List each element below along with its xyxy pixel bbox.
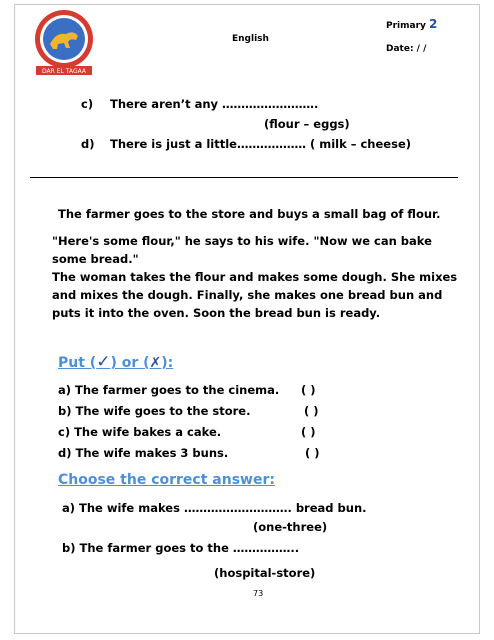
story-intro: The farmer goes to the store and buys a small bag of flour.	[58, 207, 441, 221]
item-c-letter: c)	[81, 97, 94, 111]
choose-section-title: Choose the correct answer:	[58, 472, 275, 488]
put-item-brackets: ( )	[305, 446, 320, 460]
put-section-title	[58, 352, 173, 372]
date-label: Date: / /	[386, 44, 427, 54]
item-d-text: There is just a little……………… ( milk – cheese)	[110, 137, 411, 151]
cross-icon: ✗	[149, 355, 162, 371]
put-item-text: c) The wife bakes a cake.	[58, 425, 222, 439]
put-title-start: Put (	[58, 355, 97, 371]
divider-line	[30, 177, 458, 178]
choose-item-a-options: (one-three)	[253, 520, 328, 534]
subject-title: English	[232, 34, 269, 44]
put-item-brackets: ( )	[304, 404, 319, 418]
svg-text:DAR EL TAGAA: DAR EL TAGAA	[42, 68, 86, 75]
put-item-text: d) The wife makes 3 buns.	[58, 446, 229, 460]
choose-item-a-text: a) The wife makes ………………………. bread bun.	[62, 501, 367, 515]
item-c-options: (flour – eggs)	[264, 117, 350, 131]
page-number: 73	[253, 589, 264, 598]
put-item-brackets: ( )	[301, 425, 316, 439]
check-icon: ✓	[96, 352, 111, 372]
choose-item-b-options: (hospital-store)	[214, 566, 316, 580]
school-logo	[30, 8, 98, 76]
choose-item-b-text: b) The farmer goes to the ……………..	[62, 541, 300, 555]
item-c-text: There aren’t any …………………….	[110, 97, 319, 111]
put-item-text: b) The wife goes to the store.	[58, 404, 251, 418]
put-title-mid: ) or (	[110, 355, 150, 371]
primary-label: Primary	[386, 21, 426, 31]
story-paragraph: "Here's some flour," he says to his wife. "Now we can bake some bread." The woman takes the flour and makes some dough. She mixes and mixes the dough. Finally, she makes one bread bun and puts it into the oven. Soon the bread bun is ready.	[52, 234, 458, 320]
primary-number: 2	[429, 17, 438, 31]
put-item-brackets: ( )	[301, 383, 316, 397]
item-d-letter: d)	[81, 137, 95, 151]
put-title-end: ):	[161, 355, 174, 371]
grade-label	[386, 17, 437, 31]
put-item-text: a) The farmer goes to the cinema.	[58, 383, 280, 397]
